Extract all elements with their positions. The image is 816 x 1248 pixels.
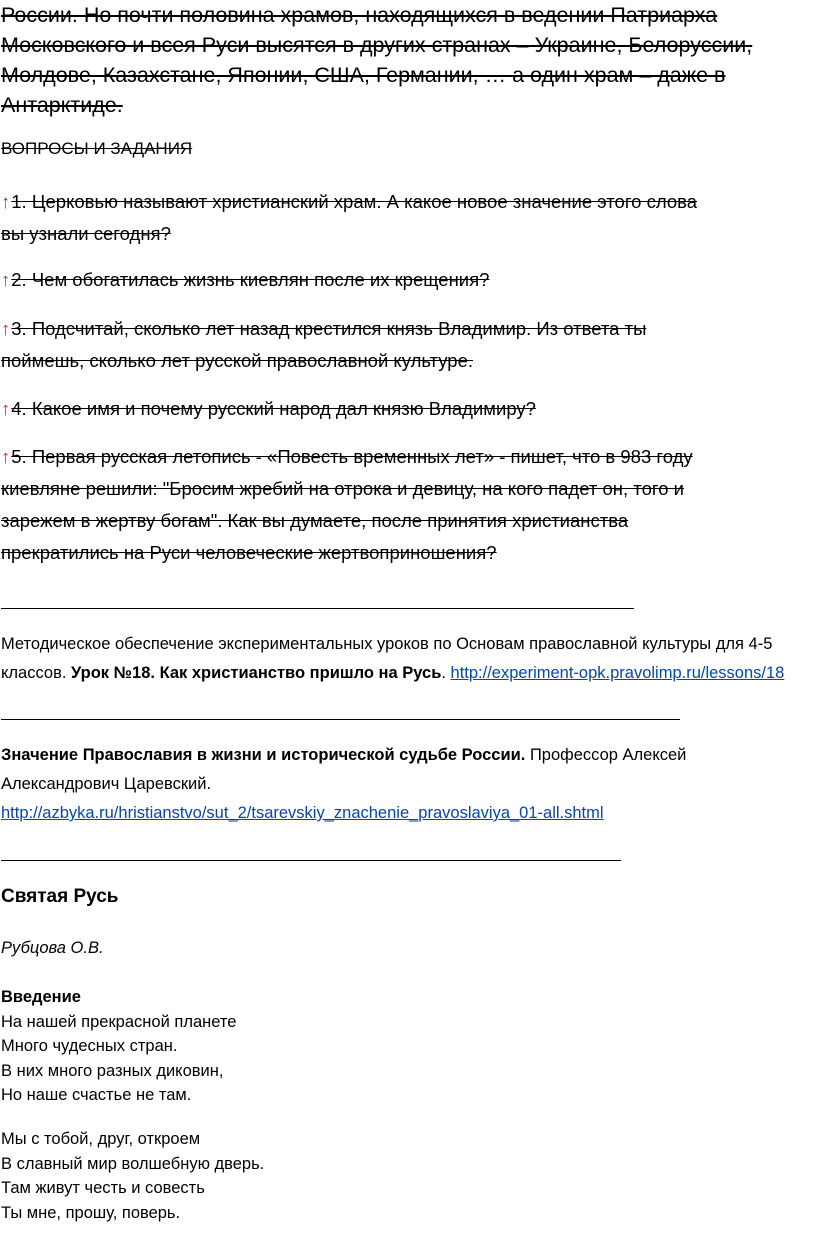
separator-line	[1, 719, 680, 720]
question-text: киевляне решили: "Бросим жребий на отрока и девицу, на кого падет он, того и	[1, 478, 684, 499]
poem-stanza-1	[1, 985, 236, 1108]
article-link[interactable]: http://azbyka.ru/hristianstvo/sut_2/tsarevskiy_znachenie_pravoslaviya_01-all.shtml	[1, 804, 604, 822]
intro-line: Молдове, Казахстане, Японии, США, Германии, … а один храм – даже в	[1, 63, 726, 87]
question-1	[1, 186, 801, 250]
intro-paragraph	[1, 0, 801, 120]
poem-line: Мы с тобой, друг, откроем	[1, 1130, 201, 1148]
arrow-up-icon: ↑	[1, 191, 11, 212]
question-5	[1, 441, 801, 569]
poem-line: Много чудесных стран.	[1, 1037, 178, 1055]
question-4	[1, 393, 801, 425]
lesson-title: Урок №18. Как христианство пришло на Русь	[71, 664, 442, 682]
poem-line: Ты мне, прошу, поверь.	[1, 1203, 181, 1222]
separator-line	[1, 860, 621, 861]
question-2	[1, 264, 801, 296]
question-text: зарежем в жертву богам". Как вы думаете, после принятия христианства	[1, 510, 629, 531]
question-text: прекратились на Руси человеческие жертвоприношения?	[1, 542, 497, 563]
question-text: 4. Какое имя и почему русский народ дал князю Владимиру?	[11, 398, 536, 419]
poem-line: В славный мир волшебную дверь.	[1, 1154, 265, 1173]
intro-line: Антарктиде.	[1, 93, 123, 117]
question-text: 3. Подсчитай, сколько лет назад крестился князь Владимир. Из ответа ты	[11, 318, 647, 339]
poem-line: На нашей прекрасной планете	[1, 1012, 237, 1031]
poem-line: В них много разных диковин,	[1, 1061, 224, 1080]
question-text: 5. Первая русская летопись - «Повесть временных лет» - пишет, что в 983 году	[11, 446, 693, 467]
question-text: вы узнали сегодня?	[1, 223, 171, 244]
lesson-link[interactable]: http://experiment-opk.pravolimp.ru/lessons/18	[450, 664, 785, 682]
question-text: поймешь, сколько лет русской православной культуре.	[1, 350, 473, 371]
poem-line: Там живут честь и совесть	[1, 1179, 205, 1197]
article-title: Значение Православия в жизни и исторической судьбе России.	[1, 746, 526, 764]
section-title: Святая Русь	[1, 886, 119, 907]
poem-stanza-2	[1, 1127, 264, 1225]
questions-title: ВОПРОСЫ И ЗАДАНИЯ	[1, 139, 193, 158]
question-text: 1. Церковью называют христианский храм. А какое новое значение этого слова	[11, 191, 698, 212]
arrow-up-icon: ↑	[1, 446, 11, 467]
reference-lesson: Методическое обеспечение экспериментальных уроков по Основам православной культуры для 4-5 классов. Урок №18. Как христианство пришло на Русь. http://experiment-opk.pravolimp.ru/lessons/18	[1, 635, 785, 682]
arrow-up-icon: ↑	[1, 269, 11, 290]
separator-line	[1, 608, 634, 609]
intro-line: Московского и всея Руси высятся в других странах – Украине, Белоруссии,	[1, 33, 753, 57]
author-name: Рубцова О.В.	[1, 939, 104, 957]
poem-heading: Введение	[1, 988, 81, 1006]
poem-line: Но наше счастье не там.	[1, 1086, 192, 1104]
arrow-up-icon: ↑	[1, 318, 11, 339]
question-text: 2. Чем обогатилась жизнь киевлян после их крещения?	[11, 269, 490, 290]
intro-line: России. Но почти половина храмов, находящихся в ведении Патриарха	[1, 3, 718, 27]
question-3	[1, 313, 801, 377]
arrow-up-icon: ↑	[1, 398, 11, 419]
reference-article: Значение Православия в жизни и исторической судьбе России. Профессор Алексей Александрович Царевский. http://azbyka.ru/hristianstvo/sut_2/tsarevskiy_znachenie_pravoslaviya_01-all.shtml	[1, 746, 687, 822]
